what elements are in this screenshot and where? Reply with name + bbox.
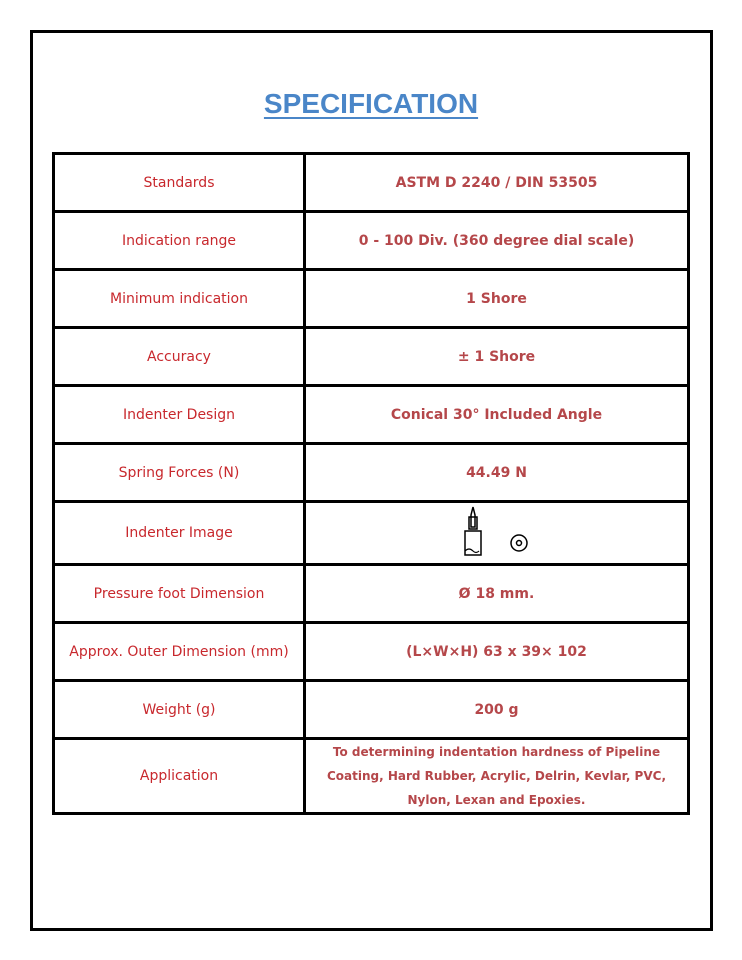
- spec-value: 200 g: [305, 681, 689, 739]
- spec-label: Pressure foot Dimension: [54, 565, 305, 623]
- spec-row: [54, 565, 689, 623]
- spec-label: Spring Forces (N): [54, 444, 305, 502]
- spec-value: ± 1 Shore: [305, 328, 689, 386]
- spec-label: Weight (g): [54, 681, 305, 739]
- spec-row: [54, 270, 689, 328]
- spec-label: Approx. Outer Dimension (mm): [54, 623, 305, 681]
- spec-row: [54, 386, 689, 444]
- spec-value: Ø 18 mm.: [305, 565, 689, 623]
- indenter-icon: [457, 503, 537, 559]
- spec-table: [52, 152, 690, 815]
- spec-row: [54, 502, 689, 565]
- spec-label: Indenter Image: [54, 502, 305, 565]
- spec-value: ASTM D 2240 / DIN 53505: [305, 154, 689, 212]
- spec-row: [54, 623, 689, 681]
- spec-row: [54, 212, 689, 270]
- spec-label: Indication range: [54, 212, 305, 270]
- spec-value: 1 Shore: [305, 270, 689, 328]
- spec-row: [54, 739, 689, 814]
- spec-value: (L×W×H) 63 x 39× 102: [305, 623, 689, 681]
- spec-label: Application: [54, 739, 305, 814]
- spec-value: 0 - 100 Div. (360 degree dial scale): [305, 212, 689, 270]
- spec-row: [54, 444, 689, 502]
- spec-label: Minimum indication: [54, 270, 305, 328]
- spec-value: Conical 30° Included Angle: [305, 386, 689, 444]
- spec-value: To determining indentation hardness of Pipeline Coating, Hard Rubber, Acrylic, Delrin, Kevlar, PVC, Nylon, Lexan and Epoxies.: [305, 739, 689, 814]
- spec-row: [54, 154, 689, 212]
- spec-row: [54, 681, 689, 739]
- indenter-image: [305, 502, 689, 565]
- spec-row: [54, 328, 689, 386]
- spec-value: 44.49 N: [305, 444, 689, 502]
- page-title: SPECIFICATION: [263, 88, 479, 119]
- spec-label: Accuracy: [54, 328, 305, 386]
- spec-label: Standards: [54, 154, 305, 212]
- spec-label: Indenter Design: [54, 386, 305, 444]
